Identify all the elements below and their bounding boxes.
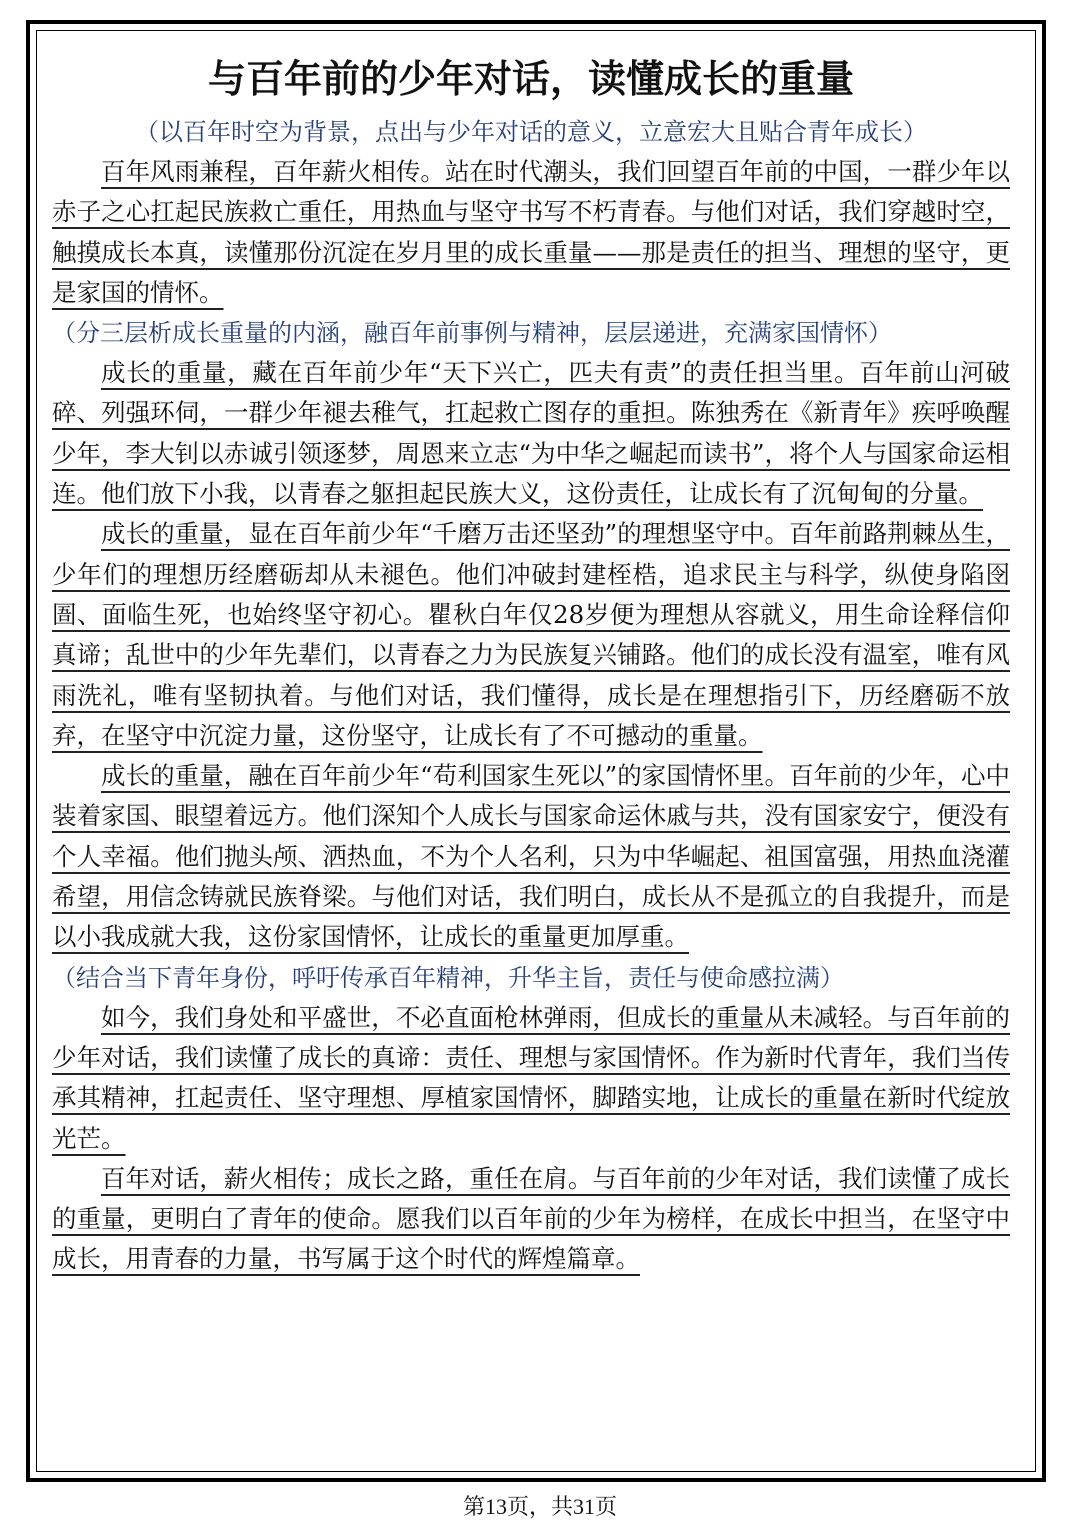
- paragraph-3-text: 成长的重量，显在百年前少年“千磨万击还坚劲”的理想坚守中。百年前路荆棘丛生，少年们的理想历经磨砺却从未褪色。他们冲破封建桎梏，追求民主与科学，纵使身陷囹圄、面临生死，也始终坚守初心。瞿秋白年仅28岁便为理想从容就义，用生命诠释信仰真谛；乱世中的少年先辈们，以青春之力为民族复兴铺路。他们的成长没有温室，唯有风雨洗礼，唯有坚韧执着。与他们对话，我们懂得，成长是在理想指引下，历经磨砺不放弃，在坚守中沉淀力量，这份坚守，让成长有了不可撼动的重量。: [52, 519, 1010, 750]
- paragraph-5: [52, 998, 1010, 1159]
- paragraph-6-text: 百年对话，薪火相传；成长之路，重任在肩。与百年前的少年对话，我们读懂了成长的重量，更明白了青年的使命。愿我们以百年前的少年为榜样，在成长中担当，在坚守中成长，用青春的力量，书写属于这个时代的辉煌篇章。: [52, 1163, 1010, 1274]
- paragraph-2-text: 成长的重量，藏在百年前少年“天下兴亡，匹夫有责”的责任担当里。百年前山河破碎、列强环伺，一群少年褪去稚气，扛起救亡图存的重担。陈独秀在《新青年》疾呼唤醒少年，李大钊以赤诚引领逐梦，周恩来立志“为中华之崛起而读书”，将个人与国家命运相连。他们放下小我，以青春之躯担起民族大义，这份责任，让成长有了沉甸甸的分量。: [52, 358, 1010, 509]
- paragraph-4-text: 成长的重量，融在百年前少年“苟利国家生死以”的家国情怀里。百年前的少年，心中装着家国、眼望着远方。他们深知个人成长与国家命运休戚与共，没有国家安宁，便没有个人幸福。他们抛头颅、洒热血，不为个人名利，只为中华崛起、祖国富强，用热血浇灌希望，用信念铸就民族脊梁。与他们对话，我们明白，成长从不是孤立的自我提升，而是以小我成就大我，这份家国情怀，让成长的重量更加厚重。: [52, 761, 1010, 952]
- paragraph-5-text: 如今，我们身处和平盛世，不必直面枪林弹雨，但成长的重量从未减轻。与百年前的少年对话，我们读懂了成长的真谛：责任、理想与家国情怀。作为新时代青年，我们当传承其精神，扛起责任、坚守理想、厚植家国情怀，脚踏实地，让成长的重量在新时代绽放光芒。: [52, 1002, 1010, 1153]
- paragraph-6: [52, 1159, 1010, 1280]
- paragraph-3: [52, 514, 1010, 756]
- paragraph-4: [52, 756, 1010, 957]
- paragraph-2: [52, 353, 1010, 514]
- annotation-note-1: （以百年时空为背景，点出与少年对话的意义，立意宏大且贴合青年成长）: [135, 118, 927, 146]
- essay-title: 与百年前的少年对话，读懂成长的重量: [207, 57, 854, 101]
- page-number: 第13页，共31页: [462, 1494, 617, 1519]
- annotation-note-3: （结合当下青年身份，呼吁传承百年精神，升华主旨，责任与使命感拉满）: [52, 963, 844, 992]
- paragraph-1-text: 百年风雨兼程，百年薪火相传。站在时代潮头，我们回望百年前的中国，一群少年以赤子之心扛起民族救亡重任，用热血与坚守书写不朽青春。与他们对话，我们穿越时空，触摸成长本真，读懂那份沉淀在岁月里的成长重量——那是责任的担当、理想的坚守，更是家国的情怀。: [52, 157, 1010, 307]
- paragraph-1: [52, 152, 1010, 313]
- annotation-note-2: （分三层析成长重量的内涵，融百年前事例与精神，层层递进，充满家国情怀）: [52, 319, 892, 348]
- document-body: [52, 52, 1010, 1280]
